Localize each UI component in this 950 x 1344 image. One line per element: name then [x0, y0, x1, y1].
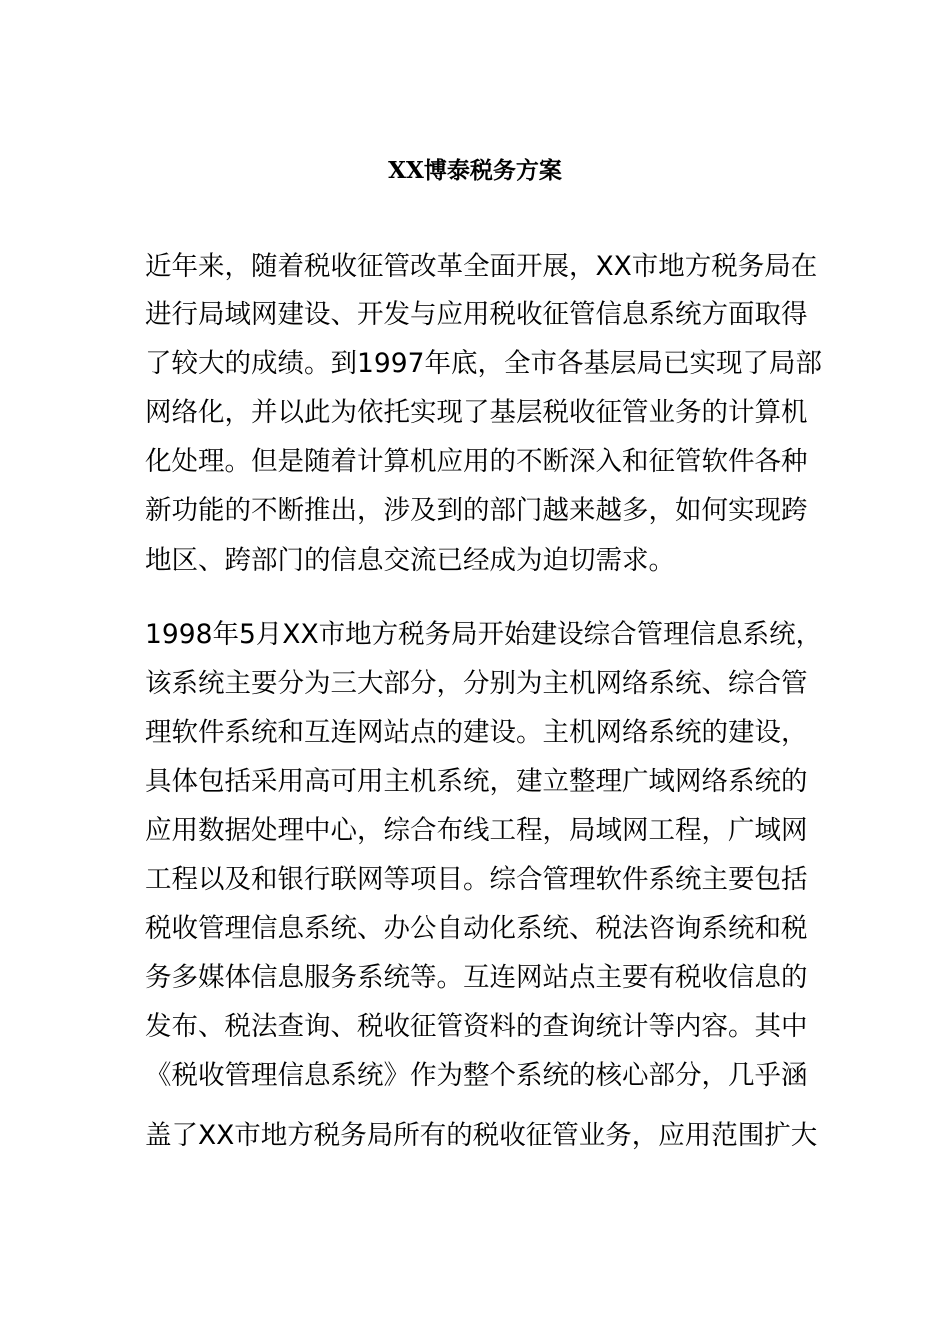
paragraph-2-line-7: 税收管理信息系统、办公自动化系统、税法咨询系统和税 — [145, 913, 808, 944]
paragraph-1-line-6: 新功能的不断推出，涉及到的部门越来越多，如何实现跨 — [145, 495, 808, 526]
paragraph-2-line-6: 工程以及和银行联网等项目。综合管理软件系统主要包括 — [145, 864, 808, 895]
paragraph-2-line-5: 应用数据处理中心，综合布线工程，局域网工程，广域网 — [145, 815, 808, 846]
document-title: XX博泰税务方案 — [388, 157, 562, 184]
paragraph-2-line-9: 发布、税法查询、税收征管资料的查询统计等内容。其中 — [145, 1011, 808, 1042]
paragraph-2-line-10: 《税收管理信息系统》作为整个系统的核心部分，几乎涵 — [145, 1060, 808, 1091]
paragraph-1-line-5: 化处理。但是随着计算机应用的不断深入和征管软件各种 — [145, 446, 808, 477]
paragraph-2-line-1: 1998年5月XX市地方税务局开始建设综合管理信息系统， — [145, 619, 823, 650]
paragraph-2-line-11: 盖了XX市地方税务局所有的税收征管业务，应用范围扩大 — [145, 1120, 818, 1151]
paragraph-1-line-3: 了较大的成绩。到1997年底，全市各基层局已实现了局部 — [145, 348, 822, 379]
paragraph-1-line-1: 近年来，随着税收征管改革全面开展，XX市地方税务局在 — [145, 251, 818, 282]
paragraph-2-line-4: 具体包括采用高可用主机系统，建立整理广域网络系统的 — [145, 766, 808, 797]
paragraph-1-line-7: 地区、跨部门的信息交流已经成为迫切需求。 — [145, 545, 675, 576]
paragraph-2-line-8: 务多媒体信息服务系统等。互连网站点主要有税收信息的 — [145, 962, 808, 993]
paragraph-1-line-2: 进行局域网建设、开发与应用税收征管信息系统方面取得 — [145, 299, 808, 330]
paragraph-1-line-4: 网络化，并以此为依托实现了基层税收征管业务的计算机 — [145, 397, 808, 428]
paragraph-2-line-2: 该系统主要分为三大部分，分别为主机网络系统、综合管 — [145, 668, 808, 699]
paragraph-2-line-3: 理软件系统和互连网站点的建设。主机网络系统的建设， — [145, 717, 808, 748]
